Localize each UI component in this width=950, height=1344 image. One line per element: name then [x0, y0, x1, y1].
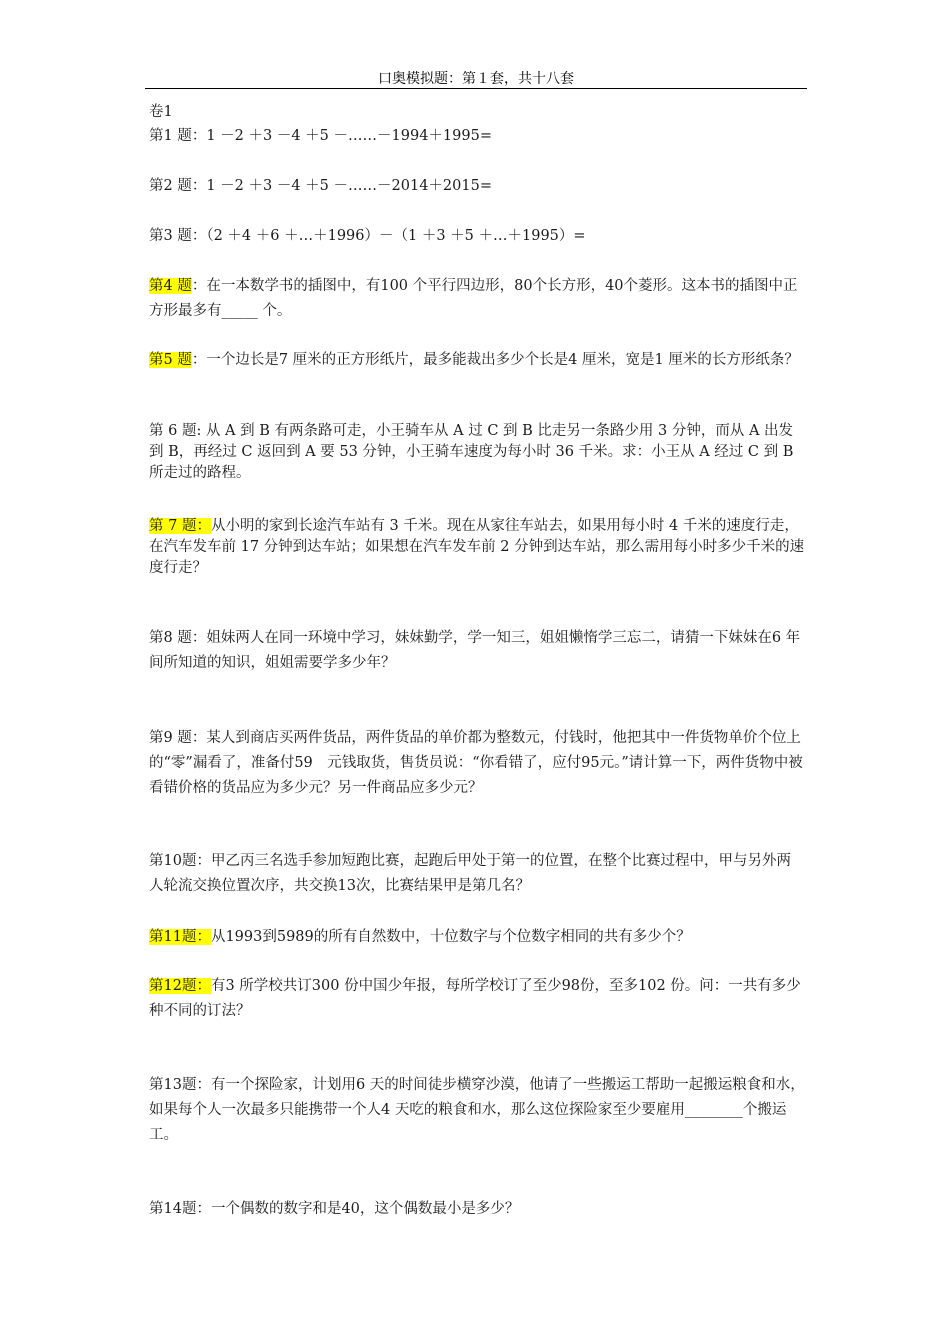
- question-label: 第11题：: [149, 929, 211, 945]
- question-label: 第12题：: [149, 978, 211, 994]
- question-text: ：一个边长是7 厘米的正方形纸片，最多能裁出多少个长是4 厘米，宽是1 厘米的长方形纸条？: [191, 352, 799, 368]
- question-text: ：在一本数学书的插图中，有100 个平行四边形，80个长方形，40个菱形。这本书的插图中正方形最多有_____ 个。: [149, 278, 798, 319]
- question-label: 第9 题：: [149, 730, 207, 746]
- question-12: [149, 974, 805, 1024]
- question-14: [149, 1197, 805, 1222]
- question-label: 第5 题: [149, 352, 192, 368]
- question-label: 第 7 题：: [149, 518, 211, 534]
- question-7: [149, 516, 805, 579]
- question-label: 第 6 题:: [149, 423, 202, 439]
- page-header: 口奥模拟题：第１套，共十八套: [378, 71, 574, 87]
- question-label: 第13题：: [149, 1077, 211, 1093]
- question-text: 有3 所学校共订300 份中国少年报，每所学校订了至少98份，至多102 份。问：一共有多少种不同的订法？: [149, 978, 801, 1019]
- question-text: 从小明的家到长途汽车站有 3 千米。现在从家往车站去，如果用每小时 4 千米的速度行走，在汽车发车前 17 分钟到达车站；如果想在汽车发车前 2 分钟到达车站，那么需用每小时多少千米的速度行走？: [149, 518, 805, 576]
- question-text: 一个偶数的数字和是40，这个偶数最小是多少？: [210, 1201, 520, 1217]
- question-13: [149, 1073, 805, 1148]
- question-label: 第1 题：: [149, 128, 207, 144]
- question-9: [149, 726, 805, 801]
- volume-label: 卷1: [149, 104, 173, 120]
- question-4: [149, 274, 805, 324]
- question-text: 1 －2 ＋3 －4 ＋5 －……－1994＋1995=: [206, 128, 492, 144]
- question-text: 从1993到5989的所有自然数中，十位数字与个位数字相同的共有多少个？: [210, 929, 691, 945]
- question-label: 第8 题：: [149, 630, 207, 646]
- question-3: [149, 225, 805, 247]
- question-label: 第14题：: [149, 1201, 211, 1217]
- question-text: （2 ＋4 ＋6 ＋…＋1996）－（1 ＋3 ＋5 ＋…＋1995）=: [206, 228, 586, 244]
- question-label: 第2 题：: [149, 178, 207, 194]
- question-11: [149, 925, 805, 950]
- question-text: 姐妹两人在同一环境中学习，妹妹勤学，学一知三，姐姐懒惰学三忘二，请猜一下妹妹在6 年间所知道的知识，姐姐需要学多少年？: [149, 630, 801, 671]
- header-rule: [145, 88, 807, 89]
- question-text: 某人到商店买两件货品，两件货品的单价都为整数元，付钱时，他把其中一件货物单价个位上的“零”漏看了，准备付59 元钱取货，售货员说：“你看错了，应付95元。”请计算一下，两件货物中被看错价格的货品应为多少元？另一件商品应多少元？: [149, 730, 803, 796]
- question-text: 有一个探险家，计划用6 天的时间徒步横穿沙漠，他请了一些搬运工帮助一起搬运粮食和水，如果每个人一次最多只能携带一个人4 天吃的粮食和水，那么这位探险家至少要雇用________个搬运工。: [149, 1077, 805, 1143]
- question-label: 第10题：: [149, 853, 211, 869]
- question-label: 第4 题: [149, 278, 192, 294]
- question-2: [149, 175, 805, 197]
- question-text: 1 －2 ＋3 －4 ＋5 －……－2014＋2015=: [206, 178, 492, 194]
- question-1: [149, 125, 805, 147]
- question-text: 从 A 到 B 有两条路可走，小王骑车从 A 过 C 到 B 比走另一条路少用 3 分钟，而从 A 出发到 B，再经过 C 返回到 A 要 53 分钟，小王骑车速度为每小时 36 千米。求：小王从 A 经过 C 到 B 所走过的路程。: [149, 423, 794, 481]
- question-label: 第3 题：: [149, 228, 207, 244]
- question-text: 甲乙丙三名选手参加短跑比赛，起跑后甲处于第一的位置，在整个比赛过程中，甲与另外两人轮流交换位置次序，共交换13次，比赛结果甲是第几名？: [149, 853, 791, 894]
- question-6: [149, 421, 805, 484]
- question-8: [149, 626, 805, 676]
- question-10: [149, 849, 805, 899]
- question-5: [149, 348, 805, 373]
